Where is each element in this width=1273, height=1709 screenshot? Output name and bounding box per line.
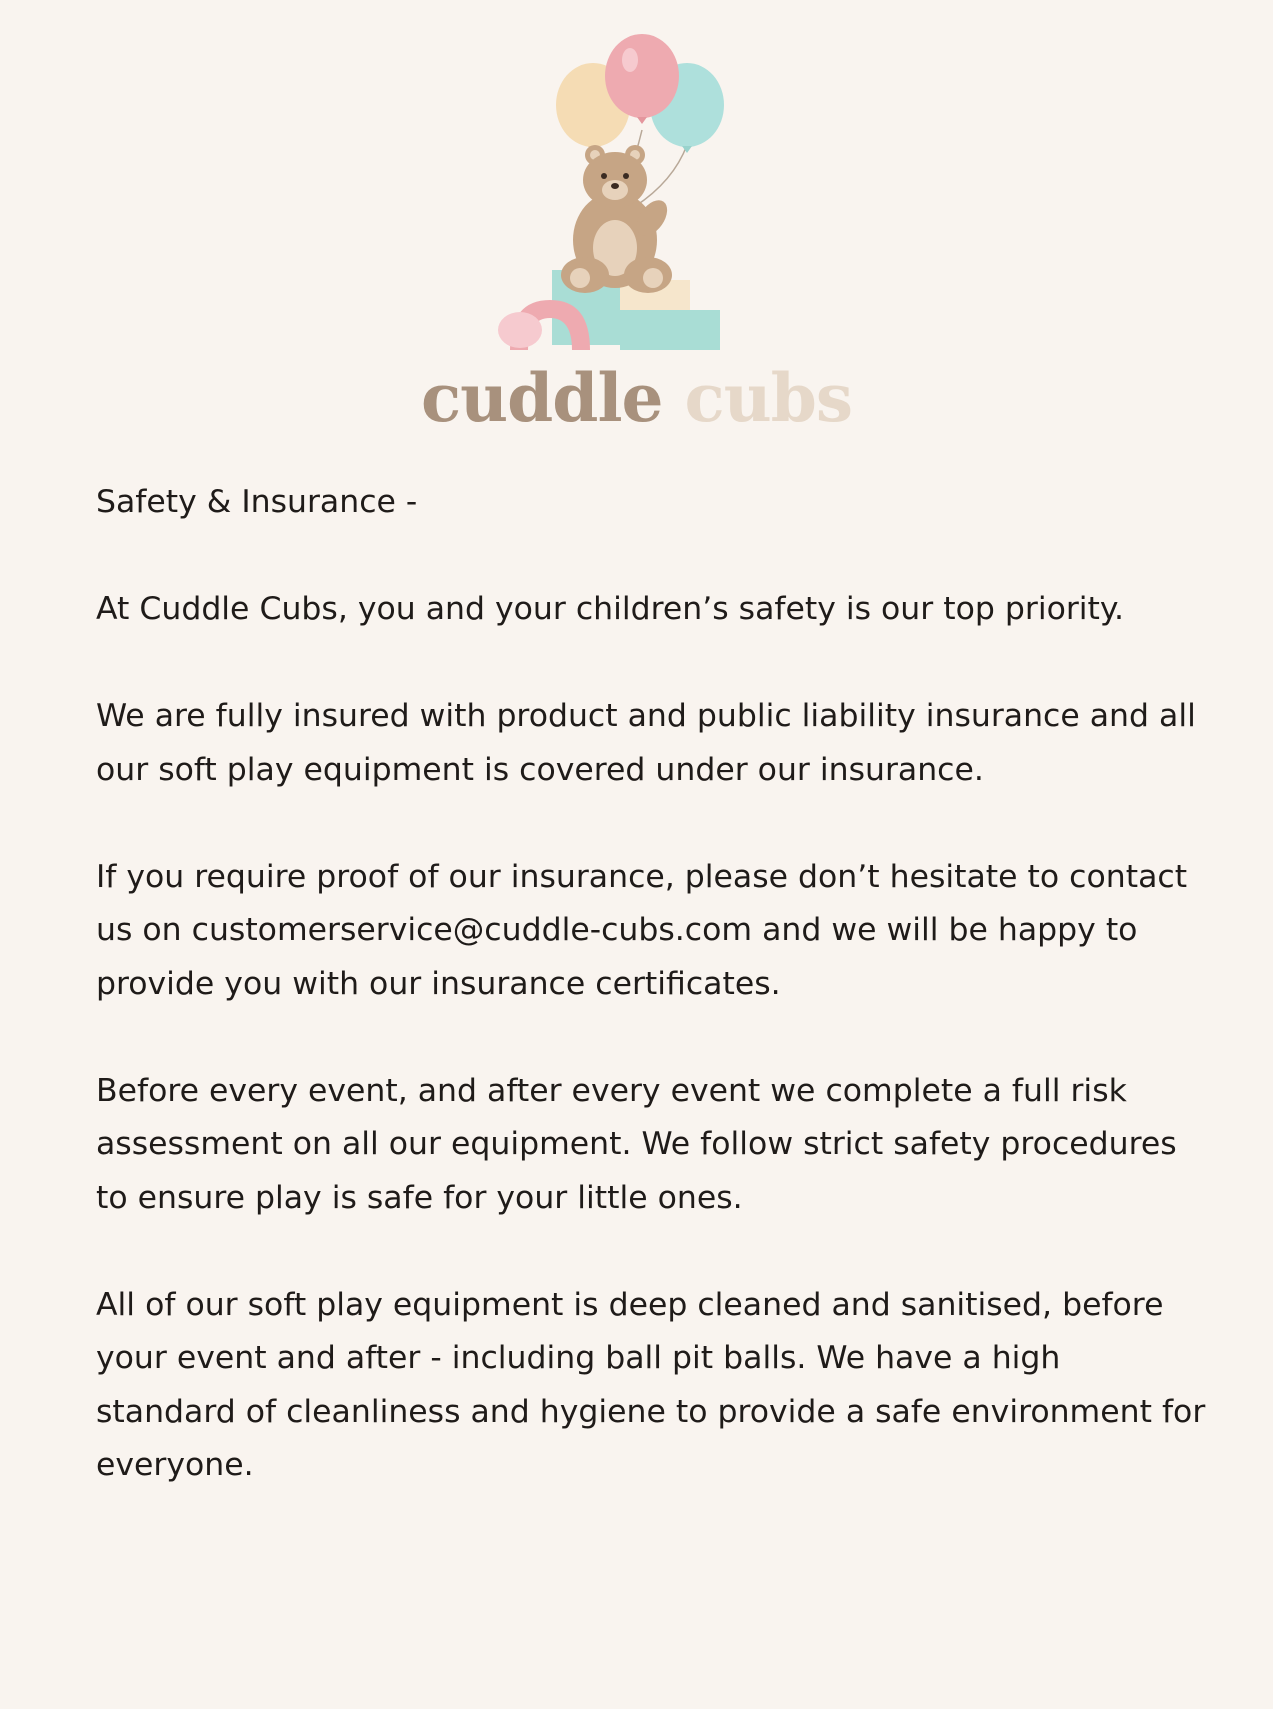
brand-word-cuddle: cuddle <box>420 359 663 437</box>
paragraph-proof-of-insurance: If you require proof of our insurance, please don’t hesitate to contact us on customerservice@cuddle-cubs.com and we will be happy to provide you with our insurance certificates. <box>96 858 1188 1002</box>
section-heading: Safety & Insurance - <box>96 484 418 520</box>
paragraph-safety-priority: At Cuddle Cubs, you and your children’s safety is our top priority. <box>96 591 1125 627</box>
brand-logo-text <box>0 358 1273 438</box>
paragraph-insured: We are fully insured with product and public liability insurance and all our soft play equipment is covered under our insurance. <box>96 698 1196 788</box>
brand-word-cubs: cubs <box>684 359 852 437</box>
safety-insurance-content <box>96 476 1206 1546</box>
teddy-bear-balloons-icon <box>480 30 780 360</box>
paragraph-risk-assessment: Before every event, and after every event we complete a full risk assessment on all our equipment. We follow strict safety procedures to ensure play is safe for your little ones. <box>96 1072 1177 1216</box>
paragraph-cleaning: All of our soft play equipment is deep cleaned and sanitised, before your event and after - including ball pit balls. We have a high standard of cleanliness and hygiene to provide a safe environment for everyone. <box>96 1286 1206 1483</box>
